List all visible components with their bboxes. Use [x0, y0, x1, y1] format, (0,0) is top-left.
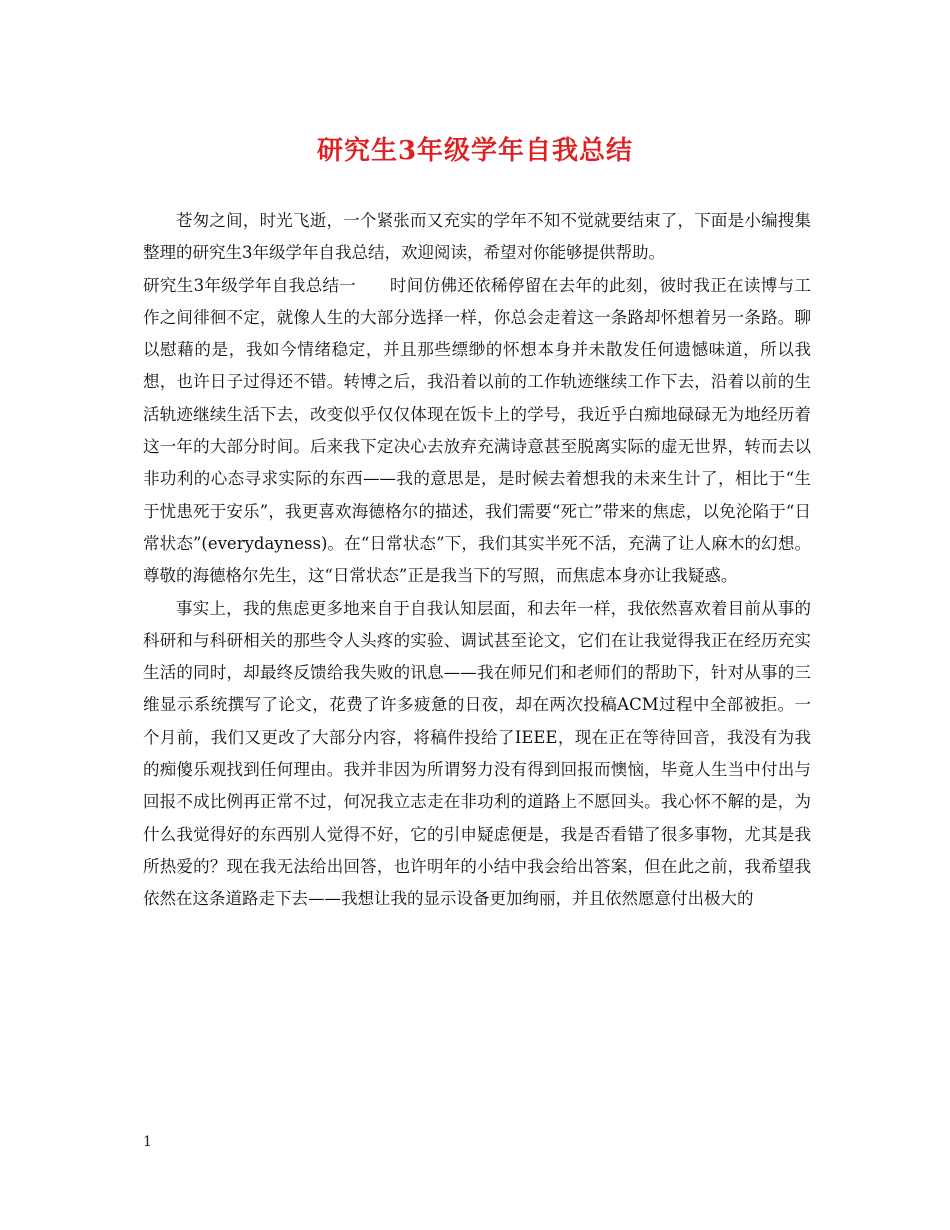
document-title: 研究生3年级学年自我总结 — [316, 136, 634, 166]
paragraph-intro: 苍匆之间，时光飞逝，一个紧张而又充实的学年不知不觉就要结束了，下面是小编搜集整理的研究生3年级学年自我总结，欢迎阅读，希望对你能够提供帮助。 — [143, 211, 811, 263]
paragraph-section-one: 研究生3年级学年自我总结一 时间仿佛还依稀停留在去年的此刻，彼时我正在读博与工作之间徘徊不定，就像人生的大部分选择一样，你总会走着这一条路却怀想着另一条路。聊以慰藉的是，我如今情绪稳定，并且那些缥缈的怀想本身并未散发任何遗憾味道，所以我想，也许日子过得还不错。转博之后，我沿着以前的工作轨迹继续工作下去，沿着以前的生活轨迹继续生活下去，改变似乎仅仅体现在饭卡上的学号，我近乎白痴地碌碌无为地经历着这一年的大部分时间。后来我下定决心去放弃充满诗意甚至脱离实际的虚无世界，转而去以非功利的心态寻求实际的东西——我的意思是，是时候去着想我的未来生计了，相比于“生于忧患死于安乐”，我更喜欢海德格尔的描述，我们需要“死亡”带来的焦虑，以免沦陷于“日常状态”(everydayness)。在“日常状态”下，我们其实半死不活，充满了让人麻木的幻想。尊敬的海德格尔先生，这“日常状态”正是我当下的写照，而焦虑本身亦让我疑惑。 — [143, 275, 811, 586]
page-number: 1 — [143, 1134, 152, 1150]
paragraph-section-two: 事实上，我的焦虑更多地来自于自我认知层面，和去年一样，我依然喜欢着目前从事的科研和与科研相关的那些令人头疼的实验、调试甚至论文，它们在让我觉得我正在经历充实生活的同时，却最终反馈给我失败的讯息——我在师兄们和老师们的帮助下，针对从事的三维显示系统撰写了论文，花费了许多疲惫的日夜，却在两次投稿ACM过程中全部被拒。一个月前，我们又更改了大部分内容，将稿件投给了IEEE，现在正在等待回音，我没有为我的痴傻乐观找到任何理由。我并非因为所谓努力没有得到回报而懊恼，毕竟人生当中付出与回报不成比例再正常不过，何况我立志走在非功利的道路上不愿回头。我心怀不解的是，为什么我觉得好的东西别人觉得不好，它的引申疑虑便是，我是否看错了很多事物，尤其是我所热爱的？现在我无法给出回答，也许明年的小结中我会给出答案，但在此之前，我希望我依然在这条道路走下去——我想让我的显示设备更加绚丽，并且依然愿意付出极大的 — [143, 598, 811, 909]
document-body — [143, 205, 811, 916]
